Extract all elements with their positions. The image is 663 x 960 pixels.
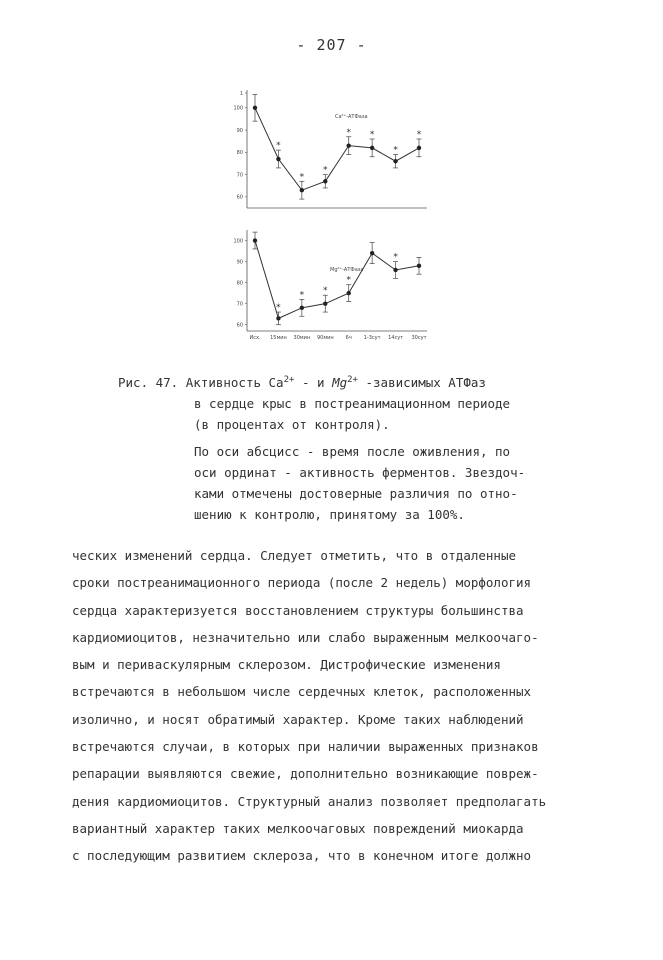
body-line: вариантный характер таких мелкоочаговых повреждений миокарда [72,820,524,836]
y-tick-label: 80 [236,150,243,157]
atpase-charts [225,86,433,356]
data-point [347,143,351,147]
data-point [370,251,374,255]
data-point [253,238,257,242]
data-point [300,306,304,310]
x-tick-label: 14сут [388,335,404,341]
body-line: изолично, и носят обратимый характер. Кроме таких наблюдений [72,711,524,727]
body-line: вым и периваскулярным склерозом. Дистрофические изменения [72,657,501,673]
x-tick-label: 30мин [293,335,311,341]
significance-star: * [276,141,281,152]
body-line: сердца характеризуется восстановлением структуры большинства [72,602,524,618]
page-number: - 207 - [296,36,367,54]
body-line: ческих изменений сердца. Следует отметить, что в отдаленные [72,548,517,563]
body-line: кардиомиоцитов, незначительно или слабо выраженным мелкоочаго- [72,629,539,645]
y-tick-label: 100 [233,238,243,245]
body-text [72,542,612,870]
body-line: встречаются в небольшом числе сердечных клеток, расположенных [72,684,532,700]
caption-text-3: -зависимых АТФаз [357,375,486,391]
data-point [417,264,421,268]
figure-note [118,441,598,525]
significance-star: * [299,290,305,301]
data-point [393,159,397,163]
significance-star: * [393,252,398,263]
note-line: шению к контролю, принятому за 100%. [194,507,465,523]
y-tick-label: 80 [236,280,243,287]
figure-caption [118,370,598,525]
significance-star: * [299,172,305,183]
note-line: ками отмечены достоверные различия по отно- [194,486,518,502]
caption-text-1: Активность Ca [185,375,284,391]
y-tick-label: 1 [239,90,243,97]
y-tick-label: 70 [236,301,243,308]
caption-sup-1: 2+ [283,375,295,385]
y-tick-label: 90 [236,259,243,266]
y-tick-label: 100 [233,105,243,112]
x-tick-label: 30сут [411,335,427,341]
body-line: с последующим развитием склероза, что в конечном итоге должно [72,848,532,864]
body-line: встречаются случаи, в которых при наличии выраженных признаков [72,739,539,755]
caption-line-1 [118,370,598,393]
x-tick-label: 1-3сут [363,335,381,341]
body-line: сроки постреанимационного периода (после 2 недель) морфология [72,575,532,591]
data-point [323,179,327,183]
significance-star: * [416,129,422,140]
caption-text-2: - и [294,375,333,391]
significance-star: * [323,165,328,176]
x-tick-label: 6ч [345,335,352,341]
x-tick-label: Исх. [249,335,261,341]
series-annotation: Mg²⁺-АТФаза [330,267,364,273]
significance-star: * [369,129,375,140]
y-tick-label: 60 [236,194,243,201]
note-line: оси ординат - активность ферментов. Звездоч- [194,465,526,481]
significance-star: * [276,303,281,314]
data-point [276,316,280,320]
data-point [370,146,374,150]
data-point [323,301,327,305]
data-point [300,188,304,192]
caption-line-3: (в процентах от контроля). [194,417,390,433]
y-tick-label: 70 [236,172,243,179]
x-tick-label: 15мин [270,335,287,341]
significance-star: * [346,127,351,138]
x-tick-label: 90мин [316,335,334,341]
caption-label: Рис. 47. [118,375,179,391]
series-annotation: Ca²⁺-АТФаза [335,114,368,120]
data-point [347,291,351,295]
y-tick-label: 90 [236,127,243,134]
note-line: По оси абсцисс - время после оживления, по [194,444,511,460]
caption-line-2: в сердце крыс в постреанимационном периоде [194,396,511,412]
significance-star: * [393,145,398,156]
significance-star: * [346,275,351,286]
body-line: репарации выявляются свежие, дополнительно возникающие повреж- [72,766,539,782]
caption-sup-2: 2+ [347,375,358,385]
data-point [393,268,397,272]
data-point [417,146,421,150]
data-point [253,106,257,110]
figure-47 [225,86,433,356]
caption-mg: Mg [332,375,348,391]
significance-star: * [323,286,328,297]
body-line: дения кардиомиоцитов. Структурный анализ позволяет предполагать [72,793,547,809]
data-point [276,157,280,161]
y-tick-label: 60 [236,322,243,329]
